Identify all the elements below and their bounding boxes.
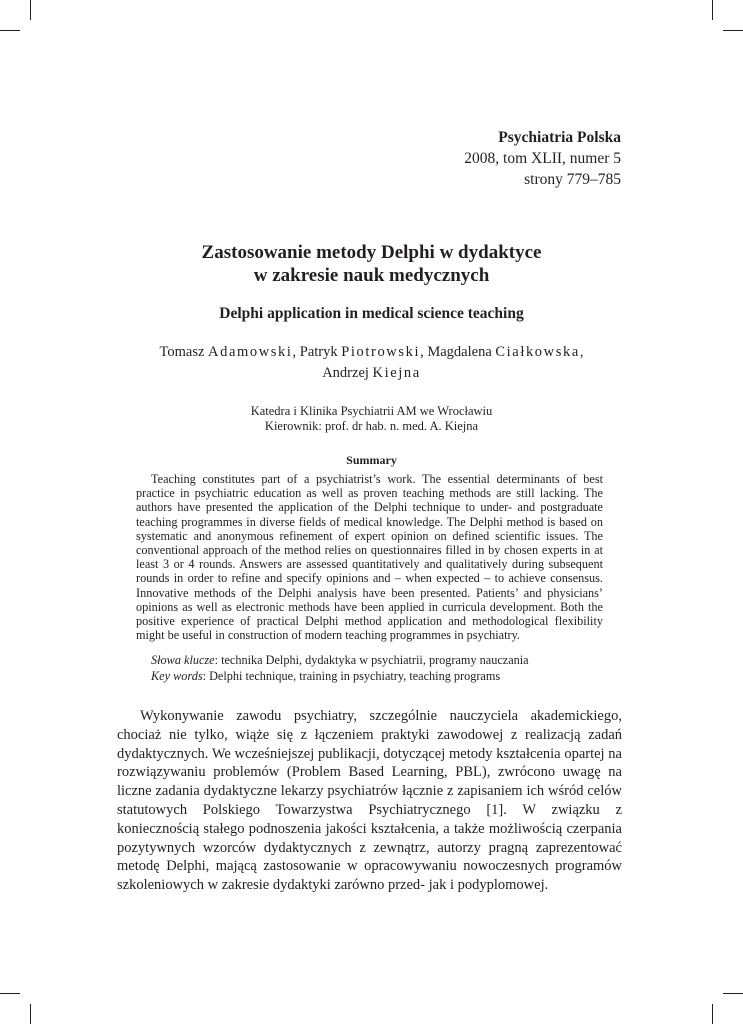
author-first-name: Andrzej bbox=[322, 365, 369, 381]
summary-text: Teaching constitutes part of a psychiatrist’s work. The essential determinants of best practice in psychiatric education as well as proven teaching methods are still lacking. The authors have presented the application of the Delphi technique to under- and postgraduate teaching programmes in diverse fields of medical knowledge. The Delphi method is based on systematic and anonymous refinement of expert opinion on defined scientific issues. The conventional approach of the method relies on questionnaires filled in by chosen experts in at least 3 or 4 rounds. Answers are assessed quantitatively and qualitatively during subsequent rounds in order to refine and specify opinions and – when expected – to achieve consensus. Innovative methods of the Delphi analysis have been presented. Patients’ and physicians’ opinions as well as electronic methods have been applied in curricula development. Both the positive experience of practical Delphi method application and methodological flexibility might be useful in construction of modern teaching programmes in psychiatry. bbox=[136, 472, 603, 643]
author-last-name: Ciałkowska bbox=[495, 344, 580, 360]
crop-mark-top-left-h bbox=[0, 30, 20, 31]
author-first-name: Tomasz bbox=[159, 344, 205, 360]
author-first-name: Magdalena bbox=[427, 344, 492, 360]
author-last-name: Kiejna bbox=[372, 365, 421, 381]
title-line-2: w zakresie nauk medycznych bbox=[253, 265, 490, 286]
keywords-english-text: : Delphi technique, training in psychiatry, teaching programs bbox=[202, 669, 501, 683]
crop-mark-bottom-left-v bbox=[30, 1004, 31, 1024]
crop-mark-bottom-right-v bbox=[712, 1004, 713, 1024]
crop-mark-top-right-h bbox=[723, 30, 743, 31]
journal-pages: strony 779–785 bbox=[524, 171, 621, 188]
crop-mark-top-right-v bbox=[712, 0, 713, 20]
author-line-2 bbox=[0, 363, 743, 384]
body-paragraph: Wykonywanie zawodu psychiatry, szczególnie nauczyciela akademickiego, chociaż nie tylko, wiąże się z łączeniem praktyki zawodowej z realizacją zadań dydaktycznych. We wcześniejszej publikacji, dotyczącej metody kształcenia opartej na rozwiązywaniu problemów (Problem Based Learning, PBL), zwrócono uwagę na liczne zadania dydaktyczne lekarzy psychiatrów łącznie z zapisaniem ich wśród celów statutowych Polskiego Towarzystwa Psychiatrycznego [1]. W związku z koniecznością stałego podnoszenia jakości kształcenia, a także możliwością czerpania pozytywnych wzorców dydaktycznych z zewnątrz, autorzy pragną zaprezentować metodę Delphi, mającą zastosowanie w opracowywaniu nowoczesnych programów szkoleniowych w zakresie dydaktyki zarówno przed- jak i podyplomowej. bbox=[117, 708, 622, 894]
crop-mark-bottom-left-h bbox=[0, 993, 20, 994]
summary-heading: Summary bbox=[346, 453, 397, 467]
keywords-block bbox=[151, 652, 529, 684]
title-line-1: Zastosowanie metody Delphi w dydaktyce bbox=[201, 242, 542, 263]
keywords-polish bbox=[151, 652, 529, 668]
affiliation-department: Katedra i Klinika Psychiatrii AM we Wrocławiu bbox=[250, 404, 493, 418]
author-separator: , bbox=[579, 344, 584, 360]
title-block bbox=[0, 241, 743, 434]
author-line-1 bbox=[0, 342, 743, 363]
author-last-name: Adamowski bbox=[208, 344, 293, 360]
author-separator: , bbox=[292, 344, 297, 360]
affiliation bbox=[0, 404, 743, 434]
author-first-name: Patryk bbox=[299, 344, 338, 360]
article-title-english: Delphi application in medical science teaching bbox=[219, 305, 524, 322]
keywords-polish-text: : technika Delphi, dydaktyka w psychiatrii, programy nauczania bbox=[214, 653, 529, 667]
author-last-name: Piotrowski bbox=[341, 344, 421, 360]
crop-mark-bottom-right-h bbox=[723, 993, 743, 994]
journal-issue: 2008, tom XLII, numer 5 bbox=[464, 150, 621, 167]
article-title-polish bbox=[0, 241, 743, 287]
keywords-english-label: Key words bbox=[151, 669, 203, 683]
affiliation-head: Kierownik: prof. dr hab. n. med. A. Kiejna bbox=[264, 419, 479, 433]
author-separator: , bbox=[420, 344, 424, 360]
author-list bbox=[0, 342, 743, 384]
journal-name: Psychiatria Polska bbox=[498, 129, 621, 146]
keywords-polish-label: Słowa klucze bbox=[151, 653, 215, 667]
crop-mark-top-left-v bbox=[30, 0, 31, 20]
keywords-english bbox=[151, 668, 529, 684]
journal-header bbox=[464, 127, 621, 190]
